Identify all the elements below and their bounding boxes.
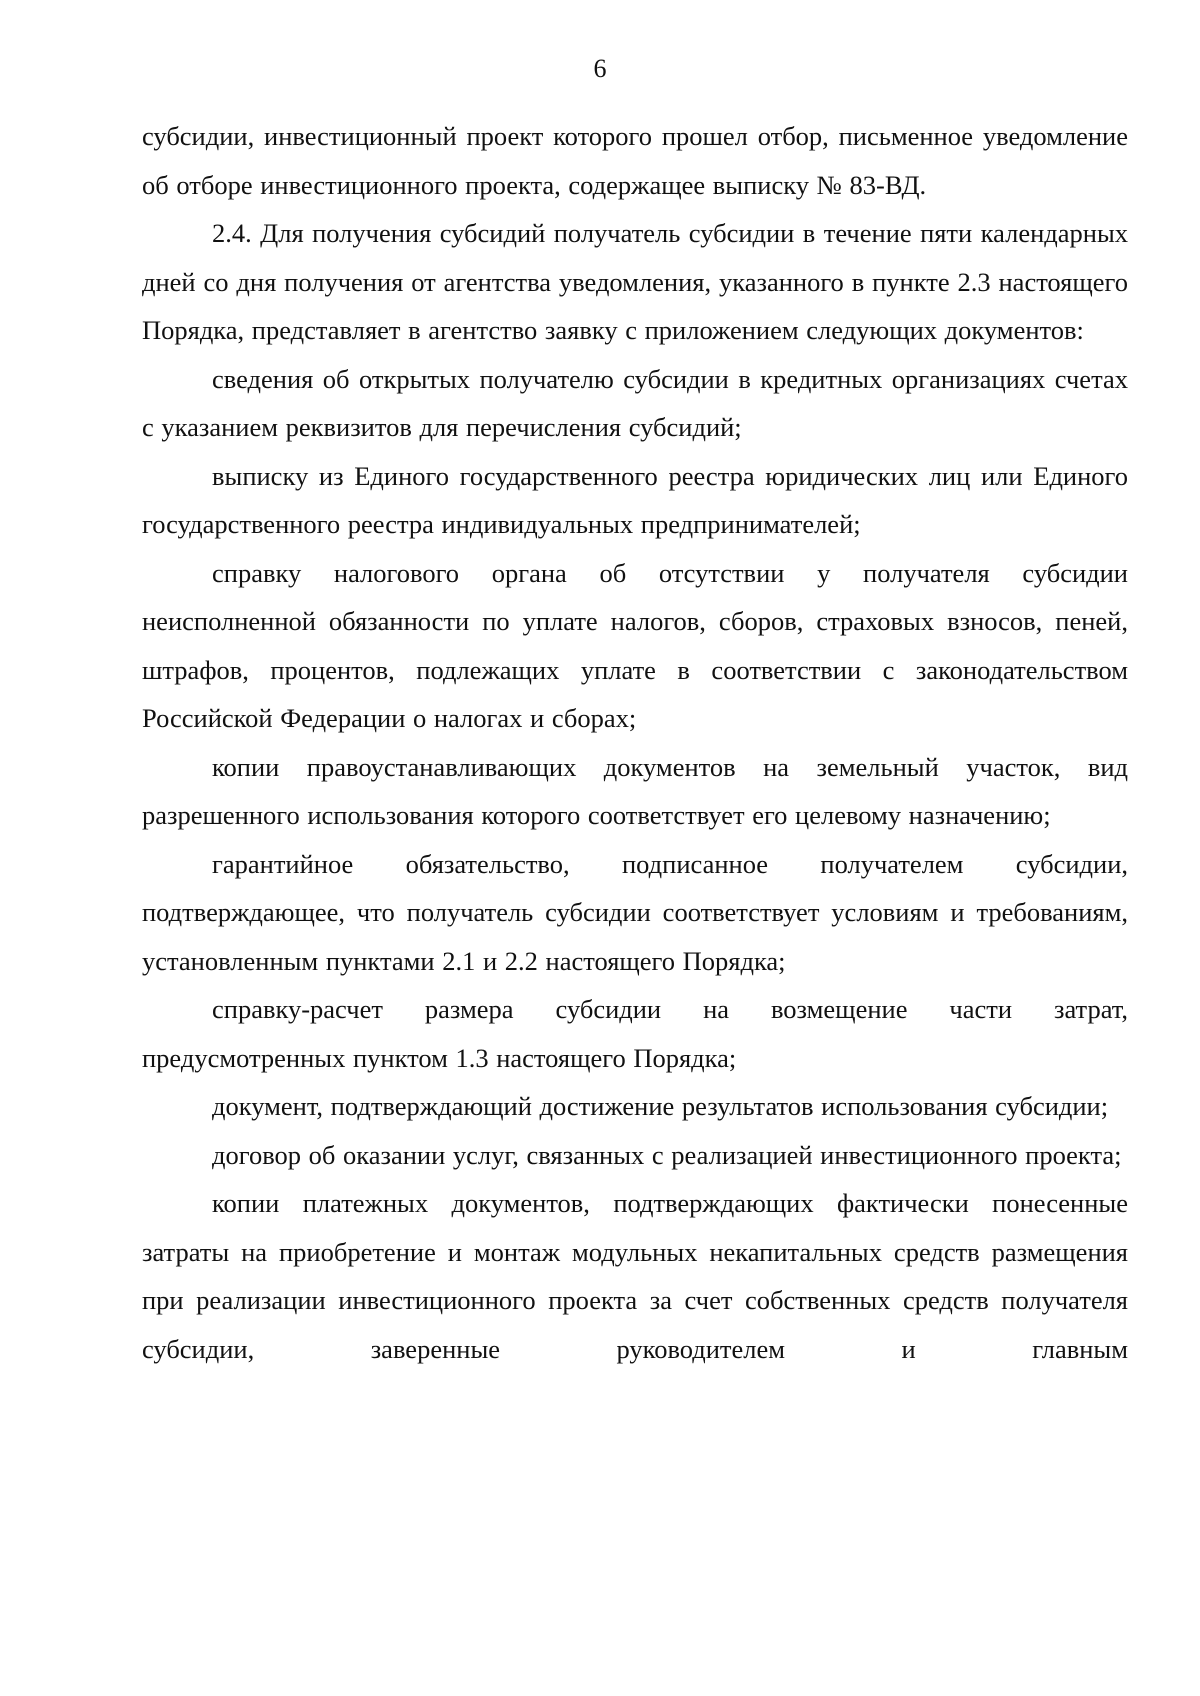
list-item-services-contract: договор об оказании услуг, связанных с реализацией инвестиционного проекта; xyxy=(212,1139,1122,1170)
list-item-results-document: документ, подтверждающий достижение результатов использования субсидии; xyxy=(212,1091,1109,1121)
paragraph-continuation: субсидии, инвестиционный проект которого прошел отбор, письменное уведомление об отборе инвестиционного проекта, содержащее выписку № 83-ВД. xyxy=(142,121,1128,200)
list-item-tax-certificate: справку налогового органа об отсутствии у получателя субсидии неисполненной обязанности по уплате налогов, сборов, страховых взносов, пеней, штрафов, процентов, подлежащих уплате в соответствии с законодательством Российской Федерации о налогах и сборах; xyxy=(142,557,1128,733)
list-item-calculation-certificate: справку-расчет размера субсидии на возмещение части затрат, предусмотренных пунктом 1.3 настоящего Порядка; xyxy=(142,994,1128,1073)
document-body xyxy=(142,112,1128,1373)
list-item-bank-accounts: сведения об открытых получателю субсидии в кредитных организациях счетах с указанием реквизитов для перечисления субсидий; xyxy=(142,363,1128,442)
paragraph-2-4: 2.4. Для получения субсидий получатель субсидии в течение пяти календарных дней со дня получения от агентства уведомления, указанного в пункте 2.3 настоящего Порядка, представляет в агентство заявку с приложением следующих документов: xyxy=(142,218,1128,345)
page-number: 6 xyxy=(593,54,607,83)
list-item-guarantee-obligation: гарантийное обязательство, подписанное получателем субсидии, подтверждающее, что получатель субсидии соответствует условиям и требованиям, установленным пунктами 2.1 и 2.2 настоящего Порядка; xyxy=(142,848,1128,976)
list-item-registry-extract: выписку из Единого государственного реестра юридических лиц или Единого государственного реестра индивидуальных предпринимателей; xyxy=(142,460,1128,539)
list-item-payment-documents: копии платежных документов, подтверждающих фактически понесенные затраты на приобретение и монтаж модульных некапитальных средств размещения при реализации инвестиционного проекта за счет собственных средств получателя субсидии, заверенные руководителем и главным xyxy=(142,1188,1128,1364)
list-item-land-documents: копии правоустанавливающих документов на земельный участок, вид разрешенного использования которого соответствует его целевому назначению; xyxy=(142,751,1128,830)
